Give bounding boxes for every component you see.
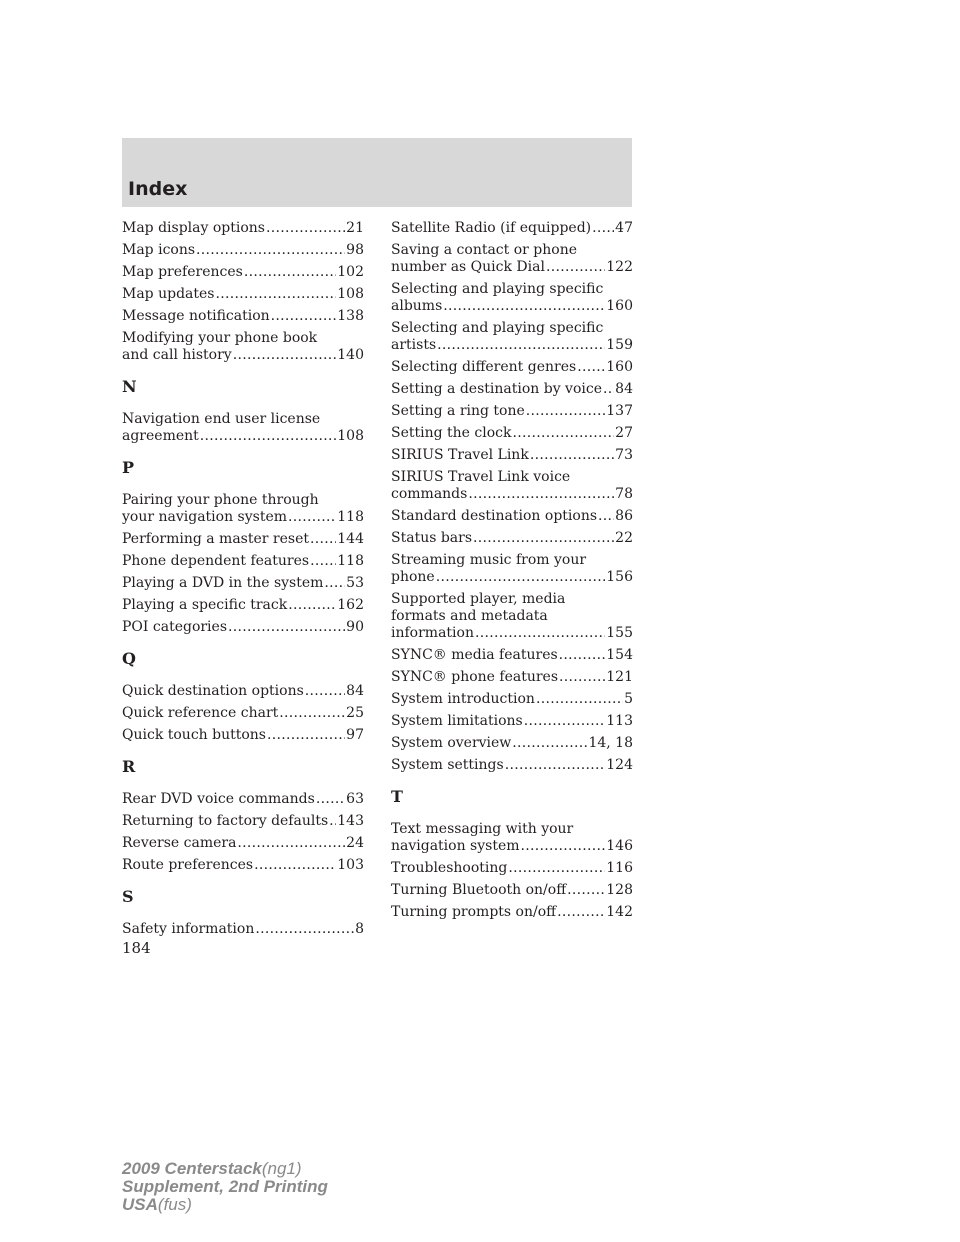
index-entry [391, 530, 633, 547]
index-entry-page: 108 [337, 428, 364, 444]
index-entry-page: 86 [615, 508, 633, 524]
index-entry [391, 591, 633, 642]
index-entry [122, 683, 364, 700]
index-letter-heading: N [122, 377, 137, 396]
index-entry-text: Rear DVD voice commands [122, 791, 315, 807]
index-entry-text: Map icons [122, 242, 196, 258]
index-letter-heading: R [122, 757, 136, 776]
index-entry [122, 220, 364, 237]
index-entry-text: Quick destination options [122, 683, 304, 699]
index-entry [122, 330, 364, 364]
index-entry-text: Message notification [122, 308, 270, 324]
index-entry [391, 242, 633, 276]
dot-leader [524, 713, 606, 730]
index-entry-page: 14, 18 [588, 735, 633, 751]
dot-leader [228, 619, 345, 636]
index-entry-text: Navigation end user license [122, 411, 321, 427]
dot-leader [329, 813, 336, 830]
index-entry-text: Saving a contact or phone [391, 242, 578, 258]
dot-leader [244, 264, 336, 281]
index-entry [391, 860, 633, 877]
index-entry [391, 381, 633, 398]
index-column-left [122, 220, 364, 943]
index-entry-page: 25 [346, 705, 364, 721]
index-entry [122, 286, 364, 303]
index-entry-text: System overview [391, 735, 512, 751]
index-entry [122, 813, 364, 830]
index-entry-page: 118 [337, 509, 364, 525]
index-entry-page: 116 [606, 860, 633, 876]
index-entry-text: SYNC® phone features [391, 669, 559, 685]
index-entry-text: Pairing your phone through [122, 492, 319, 508]
index-letter-heading: P [122, 458, 135, 477]
index-entry-text: information [391, 625, 474, 641]
index-entry-text: Selecting different genres [391, 359, 577, 375]
dot-leader [233, 347, 337, 364]
index-entry-text: Selecting and playing specific [391, 320, 604, 336]
dot-leader [526, 403, 605, 420]
index-entry-text: Map preferences [122, 264, 243, 280]
index-entry [391, 359, 633, 376]
dot-leader [443, 298, 605, 315]
dot-leader [577, 359, 605, 376]
index-entry-text: SIRIUS Travel Link [391, 447, 529, 463]
index-entry [391, 552, 633, 586]
index-entry-text: Satellite Radio (if equipped) [391, 220, 592, 236]
dot-leader [512, 425, 614, 442]
index-entry [391, 403, 633, 420]
index-entry [122, 264, 364, 281]
index-entry-page: 154 [606, 647, 633, 663]
index-entry-text: Setting the clock [391, 425, 512, 441]
index-entry-page: 113 [606, 713, 633, 729]
page-title: Index [128, 178, 188, 200]
index-entry-text: Modifying your phone book [122, 330, 318, 346]
index-entry-text: Returning to factory defaults [122, 813, 329, 829]
index-entry [122, 411, 364, 445]
index-entry-page: 156 [606, 569, 633, 585]
index-entry-page: 108 [337, 286, 364, 302]
index-entry-text: SIRIUS Travel Link voice [391, 469, 571, 485]
index-entry-page: 21 [346, 220, 364, 236]
index-entry-page: 97 [346, 727, 364, 743]
index-entry-page: 102 [337, 264, 364, 280]
index-entry-page: 63 [346, 791, 364, 807]
index-entry [122, 727, 364, 744]
index-entry-page: 159 [606, 337, 633, 353]
index-entry-text: Map display options [122, 220, 265, 236]
index-entry [122, 492, 364, 526]
index-entry [391, 281, 633, 315]
index-entry-text: number as Quick Dial [391, 259, 545, 275]
index-entry [391, 220, 633, 237]
dot-leader [521, 838, 606, 855]
index-entry [122, 619, 364, 636]
dot-leader [436, 569, 606, 586]
index-entry [122, 242, 364, 259]
index-entry-page: 78 [615, 486, 633, 502]
index-entry-page: 118 [337, 553, 364, 569]
index-entry-text: Status bars [391, 530, 473, 546]
index-entry [122, 308, 364, 325]
index-entry-text: Performing a master reset [122, 531, 309, 547]
index-entry-text: Playing a specific track [122, 597, 288, 613]
footer [122, 1160, 328, 1214]
index-entry-text: phone [391, 569, 435, 585]
dot-leader [557, 904, 605, 921]
index-entry [391, 904, 633, 921]
dot-leader [271, 308, 337, 325]
index-entry [391, 647, 633, 664]
index-entry-text: Setting a ring tone [391, 403, 525, 419]
index-entry-page: 146 [606, 838, 633, 854]
index-entry [391, 469, 633, 503]
dot-leader [567, 882, 605, 899]
index-entry-page: 128 [606, 882, 633, 898]
index-entry [122, 835, 364, 852]
dot-leader [316, 791, 345, 808]
index-entry-page: 155 [606, 625, 633, 641]
footer-code: (ng1) [261, 1159, 302, 1178]
index-entry-text: System settings [391, 757, 504, 773]
index-entry-page: 144 [337, 531, 364, 547]
index-entry-page: 137 [606, 403, 633, 419]
dot-leader [267, 727, 345, 744]
index-entry-text: Supported player, media [391, 591, 566, 607]
dot-leader [546, 259, 605, 276]
index-entry-page: 5 [624, 691, 633, 707]
index-entry-page: 103 [337, 857, 364, 873]
index-entry-page: 84 [346, 683, 364, 699]
dot-leader [305, 683, 345, 700]
index-entry [122, 597, 364, 614]
dot-leader [598, 508, 614, 525]
index-entry [391, 447, 633, 464]
index-entry [122, 791, 364, 808]
index-entry [122, 575, 364, 592]
index-entry [391, 320, 633, 354]
footer-region: USA [122, 1195, 158, 1214]
index-letter-heading: T [391, 787, 403, 806]
index-entry-text: Selecting and playing specific [391, 281, 604, 297]
dot-leader [310, 531, 336, 548]
dot-leader [559, 647, 606, 664]
dot-leader [603, 381, 614, 398]
footer-edition: Supplement, 2nd Printing [122, 1177, 328, 1196]
index-entry-page: 73 [615, 447, 633, 463]
index-entry [391, 691, 633, 708]
index-entry-text: System introduction [391, 691, 535, 707]
index-entry [122, 553, 364, 570]
dot-leader [288, 597, 336, 614]
index-entry-page: 98 [346, 242, 364, 258]
dot-leader [200, 428, 336, 445]
index-entry-text: System limitations [391, 713, 523, 729]
index-entry-page: 24 [346, 835, 364, 851]
index-entry-text: artists [391, 337, 437, 353]
page-number: 184 [122, 939, 151, 957]
index-entry-text: Quick touch buttons [122, 727, 266, 743]
index-entry-text: Turning prompts on/off [391, 904, 557, 920]
index-entry [122, 531, 364, 548]
dot-leader [254, 857, 336, 874]
dot-leader [512, 735, 587, 752]
index-entry-text: agreement [122, 428, 199, 444]
index-entry-page: 140 [337, 347, 364, 363]
dot-leader [288, 509, 336, 526]
index-entry-page: 84 [615, 381, 633, 397]
index-entry-text: SYNC® media features [391, 647, 558, 663]
index-entry-page: 138 [337, 308, 364, 324]
index-entry-text: Text messaging with your [391, 821, 574, 837]
header-band [122, 138, 632, 207]
index-letter-heading: S [122, 887, 134, 906]
index-entry-text: Standard destination options [391, 508, 598, 524]
dot-leader [559, 669, 605, 686]
index-entry [391, 882, 633, 899]
dot-leader [473, 530, 614, 547]
index-entry [391, 713, 633, 730]
index-entry-page: 162 [337, 597, 364, 613]
index-entry-text: Phone dependent features [122, 553, 310, 569]
index-entry-text: Troubleshooting [391, 860, 508, 876]
index-entry-page: 121 [606, 669, 633, 685]
dot-leader [310, 553, 336, 570]
dot-leader [468, 486, 614, 503]
dot-leader [279, 705, 345, 722]
index-entry-page: 142 [606, 904, 633, 920]
index-column-right [391, 220, 633, 926]
index-entry-text: Route preferences [122, 857, 254, 873]
dot-leader [324, 575, 345, 592]
index-entry-text: and call history [122, 347, 232, 363]
index-entry-page: 47 [615, 220, 633, 236]
dot-leader [536, 691, 623, 708]
dot-leader [530, 447, 614, 464]
index-entry [391, 821, 633, 855]
index-letter-heading: Q [122, 649, 136, 668]
index-entry-page: 27 [615, 425, 633, 441]
index-entry [391, 735, 633, 752]
index-entry [391, 757, 633, 774]
index-entry-text: Playing a DVD in the system [122, 575, 324, 591]
index-entry-text: Map updates [122, 286, 215, 302]
index-entry [391, 669, 633, 686]
dot-leader [505, 757, 606, 774]
index-entry-text: commands [391, 486, 468, 502]
index-entry-text: your navigation system [122, 509, 288, 525]
index-entry-text: albums [391, 298, 443, 314]
index-entry-text: Turning Bluetooth on/off [391, 882, 567, 898]
index-entry-text: POI categories [122, 619, 228, 635]
index-entry [391, 508, 633, 525]
index-entry-text: Setting a destination by voice [391, 381, 602, 397]
index-entry-page: 143 [337, 813, 364, 829]
index-entry-page: 53 [346, 575, 364, 591]
index-entry-page: 122 [606, 259, 633, 275]
dot-leader [437, 337, 605, 354]
index-entry-page: 22 [615, 530, 633, 546]
index-entry-text: Reverse camera [122, 835, 237, 851]
index-entry [122, 921, 364, 938]
index-entry-text: navigation system [391, 838, 520, 854]
index-entry-text: Streaming music from your [391, 552, 587, 568]
dot-leader [196, 242, 345, 259]
index-entry [122, 857, 364, 874]
dot-leader [237, 835, 345, 852]
footer-title: 2009 Centerstack [122, 1159, 262, 1178]
index-entry-text: formats and metadata [391, 608, 548, 624]
dot-leader [255, 921, 354, 938]
index-entry-page: 160 [606, 359, 633, 375]
dot-leader [266, 220, 345, 237]
index-entry-page: 160 [606, 298, 633, 314]
index-entry-text: Safety information [122, 921, 255, 937]
footer-region-code: (fus) [157, 1195, 192, 1214]
dot-leader [592, 220, 614, 237]
dot-leader [508, 860, 605, 877]
dot-leader [475, 625, 605, 642]
index-entry [391, 425, 633, 442]
index-entry-page: 124 [606, 757, 633, 773]
index-entry [122, 705, 364, 722]
index-entry-text: Quick reference chart [122, 705, 279, 721]
index-entry-page: 90 [346, 619, 364, 635]
index-entry-page: 8 [355, 921, 364, 937]
dot-leader [215, 286, 336, 303]
